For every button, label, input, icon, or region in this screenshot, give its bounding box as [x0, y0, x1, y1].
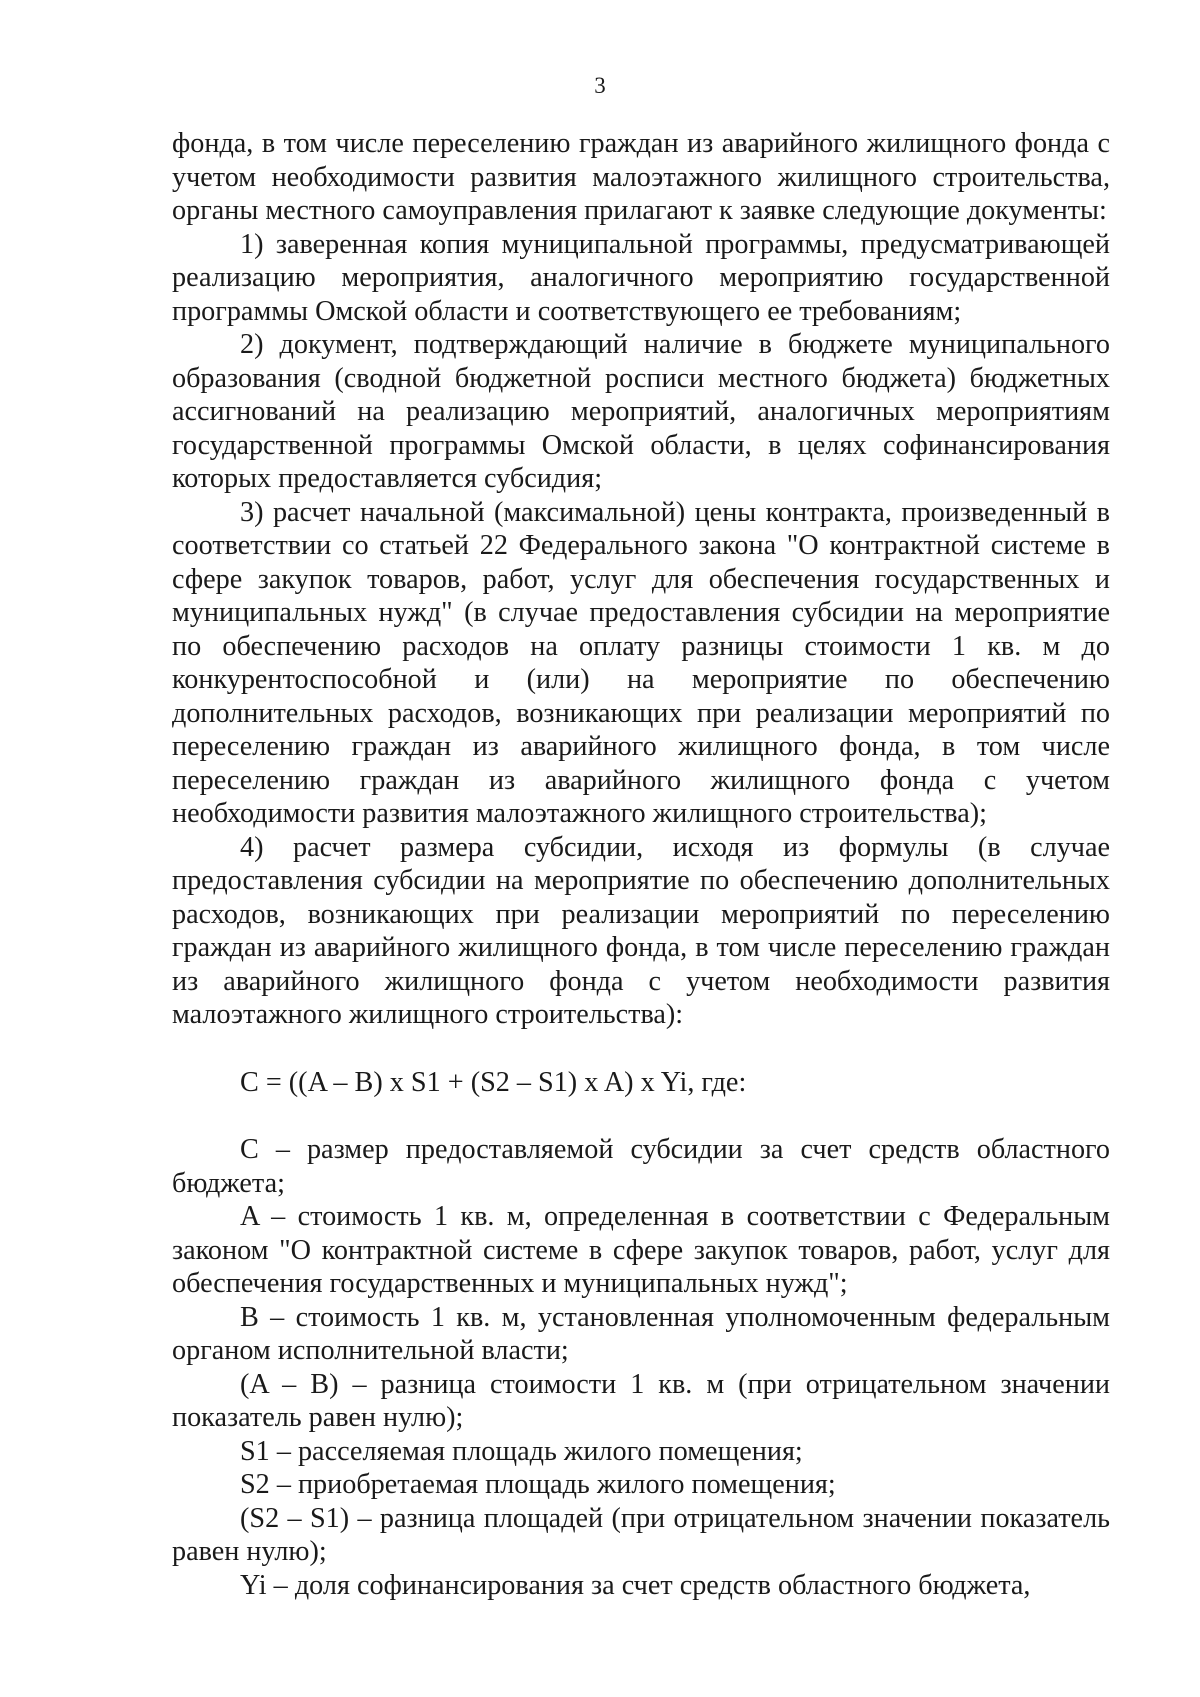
definition-c: C – размер предоставляемой субсидии за счет средств областного бюджета; — [172, 1134, 1110, 1199]
definition-yi: Yi – доля софинансирования за счет средств областного бюджета, — [240, 1569, 1031, 1601]
definition-a: A – стоимость 1 кв. м, определенная в соответствии с Федеральным законом "О контрактной системе в сфере закупок товаров, работ, услуг для обеспечения государственных и муниципальных нужд"; — [172, 1201, 1110, 1299]
definition-s2: S2 – приобретаемая площадь жилого помещения; — [240, 1469, 836, 1500]
definition-s1: S1 – расселяемая площадь жилого помещения; — [240, 1435, 803, 1467]
definition-a-minus-b: (A – B) – разница стоимости 1 кв. м (при отрицательном значении показатель равен нулю); — [172, 1368, 1110, 1433]
subsidy-formula: C = ((A – B) x S1 + (S2 – S1) x A) x Yi, где: — [240, 1066, 747, 1098]
intro-paragraph: фонда, в том числе переселению граждан из аварийного жилищного фонда с учетом необходимости развития малоэтажного жилищного строительства, органы местного самоуправления прилагают к заявке следующие документы: — [172, 128, 1110, 226]
list-item-4: 4) расчет размера субсидии, исходя из формулы (в случае предоставления субсидии на мероприятие по обеспечению дополнительных расходов, возникающих при реализации мероприятий по переселению граждан из аварийного жилищного фонда, в том числе переселению граждан из аварийного жилищного фонда с учетом необходимости развития малоэтажного жилищного строительства): — [172, 831, 1110, 1030]
list-item-2: 2) документ, подтверждающий наличие в бюджете муниципального образования (сводной бюджетной росписи местного бюджета) бюджетных ассигнований на реализацию мероприятий, аналогичных мероприятиям государственной программы Омской области, в целях софинансирования которых предоставляется субсидия; — [172, 329, 1110, 494]
definition-s2-minus-s1: (S2 – S1) – разница площадей (при отрицательном значении показатель равен нулю); — [172, 1502, 1110, 1567]
document-body — [172, 127, 1110, 1602]
page-number: 3 — [594, 73, 606, 98]
list-item-3: 3) расчет начальной (максимальной) цены контракта, произведенный в соответствии со статьей 22 Федерального закона "О контрактной системе в сфере закупок товаров, работ, услуг для обеспечения государственных и муниципальных нужд" (в случае предоставления субсидии на мероприятие по обеспечению расходов на оплату разницы стоимости 1 кв. м до конкурентоспособной и (или) на мероприятие по обеспечению дополнительных расходов, возникающих при реализации мероприятий по переселению граждан из аварийного жилищного фонда, в том числе переселению граждан из аварийного жилищного фонда с учетом необходимости развития малоэтажного жилищного строительства); — [172, 496, 1110, 829]
definition-b: B – стоимость 1 кв. м, установленная уполномоченным федеральным органом исполнительной власти; — [172, 1301, 1110, 1366]
list-item-1: 1) заверенная копия муниципальной программы, предусматривающей реализацию мероприятия, аналогичного мероприятию государственной программы Омской области и соответствующего ее требованиям; — [172, 228, 1110, 327]
